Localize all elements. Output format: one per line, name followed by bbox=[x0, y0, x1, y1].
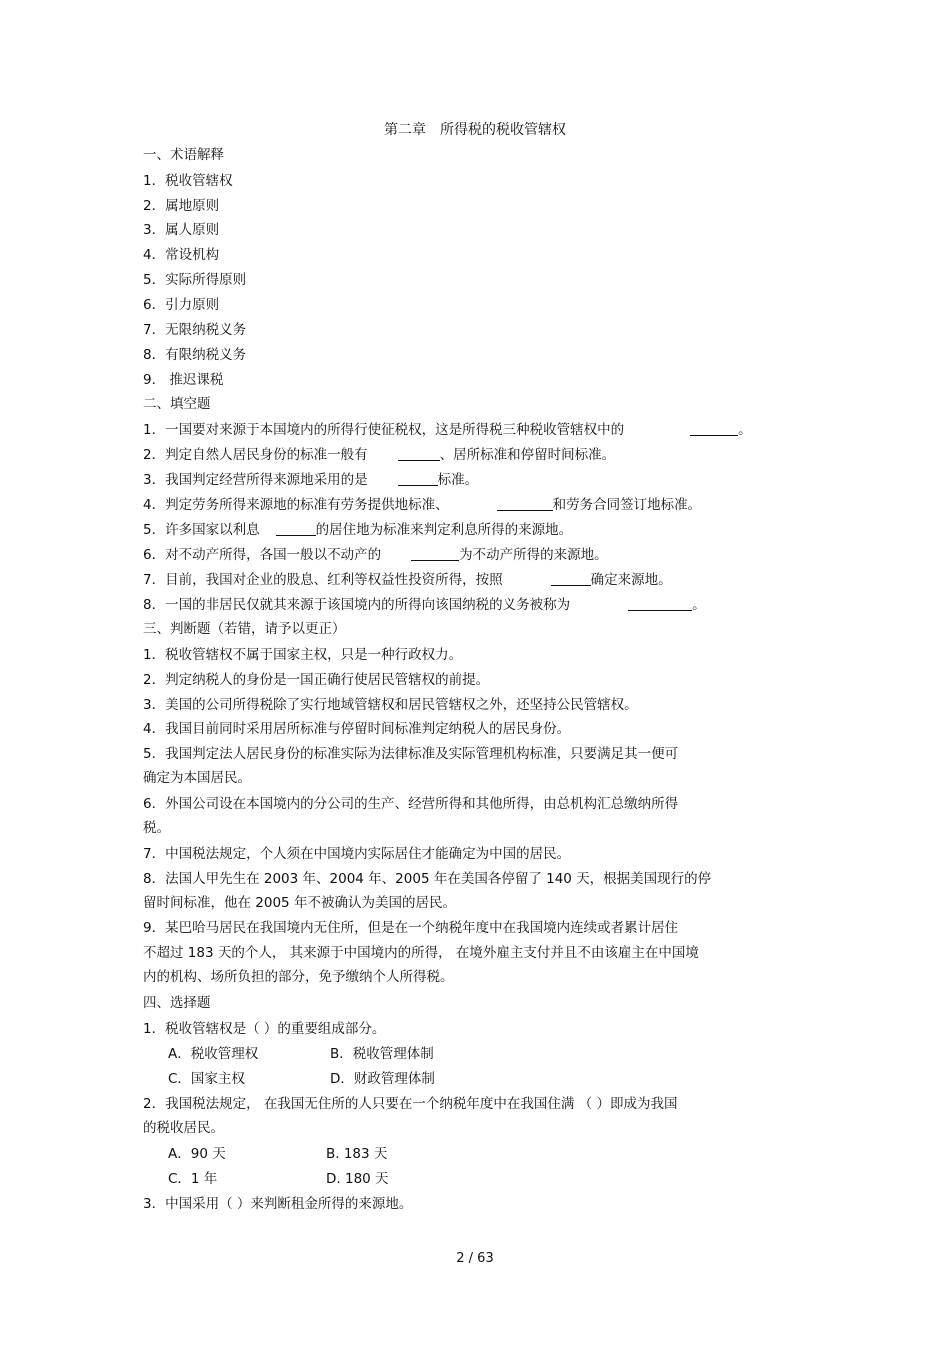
chapter-title: 第二章 所得税的税收管辖权 bbox=[384, 122, 566, 138]
page-number: 2 / 63 bbox=[456, 1251, 494, 1266]
choice-option: B. 183 天 bbox=[326, 1146, 388, 1162]
judge-question: 3．美国的公司所得税除了实行地域管辖权和居民管辖权之外，还坚持公民管辖权。 bbox=[143, 697, 638, 713]
fill-question: 6．对不动产所得，各国一般以不动产的 为不动产所得的来源地。 bbox=[143, 547, 608, 563]
judge-question: 1．税收管辖权不属于国家主权，只是一种行政权力。 bbox=[143, 647, 463, 663]
section-heading: 四、选择题 bbox=[143, 995, 211, 1011]
judge-question-cont: 税。 bbox=[143, 820, 170, 836]
judge-question: 5．我国判定法人居民身份的标准实际为法律标准及实际管理机构标准，只要满足其一便可 bbox=[143, 746, 679, 762]
fill-question: 4．判定劳务所得来源地的标准有劳务提供地标准、 和劳务合同签订地标准。 bbox=[143, 497, 702, 513]
choice-question-cont: 的税收居民。 bbox=[143, 1120, 224, 1136]
choice-option: C．1 年 bbox=[168, 1171, 218, 1187]
judge-question-cont: 不超过 183 天的个人， 其来源于中国境内的所得， 在境外雇主支付并且不由该雇主在中国境 bbox=[143, 945, 699, 961]
judge-question-cont: 确定为本国居民。 bbox=[143, 770, 251, 786]
choice-option: C．国家主权 bbox=[168, 1071, 245, 1087]
judge-question: 9．某巴哈马居民在我国境内无住所，但是在一个纳税年度中在我国境内连续或者累计居住 bbox=[143, 920, 679, 936]
choice-option: A．税收管理权 bbox=[168, 1046, 259, 1062]
section-heading: 一、术语解释 bbox=[143, 147, 224, 163]
choice-option: A．90 天 bbox=[168, 1146, 226, 1162]
choice-question: 2．我国税法规定， 在我国无住所的人只要在一个纳税年度中在我国住满 （ ）即成为我国 bbox=[143, 1096, 678, 1112]
judge-question: 8．法国人甲先生在 2003 年、2004 年、2005 年在美国各停留了 140 天，根据美国现行的停 bbox=[143, 871, 712, 887]
term-item: 9． 推迟课税 bbox=[143, 372, 224, 388]
fill-question: 8．一国的非居民仅就其来源于该国境内的所得向该国纳税的义务被称为 。 bbox=[143, 597, 706, 613]
judge-question: 7．中国税法规定，个人须在中国境内实际居住才能确定为中国的居民。 bbox=[143, 846, 571, 862]
term-item: 2．属地原则 bbox=[143, 198, 220, 214]
fill-question: 2．判定自然人居民身份的标准一般有 、居所标准和停留时间标准。 bbox=[143, 447, 616, 463]
section-heading: 三、判断题（若错，请予以更正） bbox=[143, 621, 346, 637]
judge-question: 4．我国目前同时采用居所标准与停留时间标准判定纳税人的居民身份。 bbox=[143, 721, 571, 737]
term-item: 7．无限纳税义务 bbox=[143, 322, 247, 338]
judge-question-cont: 内的机构、场所负担的部分，免予缴纳个人所得税。 bbox=[143, 969, 454, 985]
term-item: 1．税收管辖权 bbox=[143, 173, 233, 189]
fill-question: 7．目前，我国对企业的股息、红利等权益性投资所得，按照 确定来源地。 bbox=[143, 572, 672, 588]
choice-option: B．税收管理体制 bbox=[330, 1046, 434, 1062]
choice-option: D. 180 天 bbox=[326, 1171, 389, 1187]
term-item: 6．引力原则 bbox=[143, 297, 220, 313]
judge-question: 6．外国公司设在本国境内的分公司的生产、经营所得和其他所得，由总机构汇总缴纳所得 bbox=[143, 796, 679, 812]
fill-question: 1．一国要对来源于本国境内的所得行使征税权，这是所得税三种税收管辖权中的 。 bbox=[143, 422, 752, 438]
choice-question: 1．税收管辖权是（ ）的重要组成部分。 bbox=[143, 1021, 386, 1037]
section-heading: 二、填空题 bbox=[143, 396, 211, 412]
fill-question: 3．我国判定经营所得来源地采用的是 标准。 bbox=[143, 472, 479, 488]
choice-option: D．财政管理体制 bbox=[330, 1071, 435, 1087]
term-item: 8．有限纳税义务 bbox=[143, 347, 247, 363]
choice-question: 3．中国采用（ ）来判断租金所得的来源地。 bbox=[143, 1196, 413, 1212]
fill-question: 5．许多国家以利息 的居住地为标准来判定利息所得的来源地。 bbox=[143, 522, 573, 538]
term-item: 5．实际所得原则 bbox=[143, 272, 247, 288]
term-item: 4．常设机构 bbox=[143, 247, 220, 263]
judge-question-cont: 留时间标准，他在 2005 年不被确认为美国的居民。 bbox=[143, 895, 456, 911]
judge-question: 2．判定纳税人的身份是一国正确行使居民管辖权的前提。 bbox=[143, 672, 490, 688]
term-item: 3．属人原则 bbox=[143, 222, 220, 238]
